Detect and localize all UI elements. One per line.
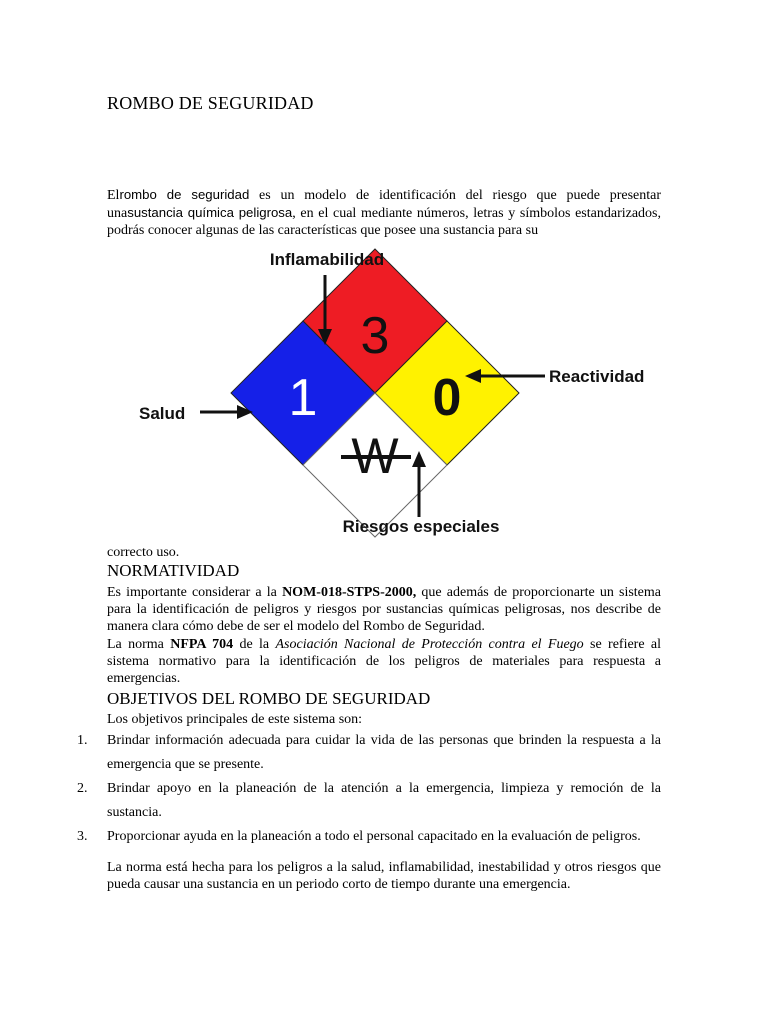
diamond-red-value: 3	[360, 307, 390, 365]
list-item-text: Brindar información adecuada para cuidar la vida de las personas que brinden la respuesta a la emergencia que se presente.	[107, 733, 661, 772]
norm-b-code: NFPA 704	[170, 637, 234, 652]
intro-paragraph	[107, 186, 661, 239]
intro-text-3: , en el cual mediante números, letras y símbolos estandarizados, podrás conocer algunas de las características que posee una sustancia para su	[107, 206, 662, 238]
objetivos-lead: Los objetivos principales de este sistema son:	[107, 712, 363, 727]
intro-end-text: correcto uso.	[107, 545, 180, 560]
list-item-number: 3.	[77, 829, 88, 844]
list-item	[77, 729, 661, 777]
normatividad-paragraph-2	[107, 636, 661, 687]
intro-text-2: es un modelo de identificación del riesgo que puede presentar una	[107, 188, 661, 221]
label-salud: Salud	[139, 404, 186, 423]
label-inflamabilidad: Inflamabilidad	[269, 250, 385, 269]
diamond-blue-value: 1	[288, 369, 318, 427]
label-reactividad: Reactividad	[549, 367, 645, 386]
objetivos-closing: La norma está hecha para los peligros a la salud, inflamabilidad, inestabilidad y otros riesgos que pueda causar una sustancia en un periodo corto de tiempo durante una emergencia.	[107, 860, 661, 892]
norm-b-org: Asociación Nacional de Protección contra el Fuego	[275, 637, 584, 652]
intro-text-1: El	[107, 188, 120, 203]
norm-a-text-2: que además de proporcionarte un sistema para la identificación de peligros y riesgos por sustancias químicas peligrosas, nos describe de manera clara cómo debe de ser el modelo del Rombo de Seguridad.	[107, 585, 661, 634]
norm-b-text-2: de la	[233, 637, 276, 652]
document-title: ROMBO DE SEGURIDAD	[107, 93, 314, 113]
list-item	[77, 777, 661, 825]
label-riesgos-especiales: Riesgos especiales	[342, 517, 500, 536]
list-item-number: 1.	[77, 733, 88, 748]
objetivos-list	[77, 729, 661, 847]
list-item-text: Brindar apoyo en la planeación de la atención a la emergencia, limpieza y remoción de la sustancia.	[107, 781, 661, 820]
intro-link-sustancia: sustancia química peligrosa	[127, 205, 293, 220]
intro-link-rombo: rombo de seguridad	[119, 187, 250, 202]
list-item	[77, 825, 661, 847]
normatividad-paragraph-1	[107, 584, 661, 635]
nfpa-diamond-diagram	[125, 245, 665, 545]
norm-b-text-1: La norma	[107, 637, 171, 652]
heading-normatividad: NORMATIVIDAD	[107, 561, 240, 580]
diamond-yellow-value: 0	[432, 369, 462, 427]
list-item-text: Proporcionar ayuda en la planeación a todo el personal capacitado en la evaluación de peligros.	[107, 829, 641, 844]
norm-b-text-3: se refiere al sistema normativo para la identificación de los peligros de materiales para respuesta a emergencias.	[107, 637, 662, 686]
norm-a-code: NOM-018-STPS-2000,	[282, 585, 417, 600]
list-item-number: 2.	[77, 781, 88, 796]
diamond-white-value: W	[351, 428, 399, 484]
norm-a-text-1: Es importante considerar a la	[107, 585, 283, 600]
heading-objetivos: OBJETIVOS DEL ROMBO DE SEGURIDAD	[107, 689, 431, 708]
